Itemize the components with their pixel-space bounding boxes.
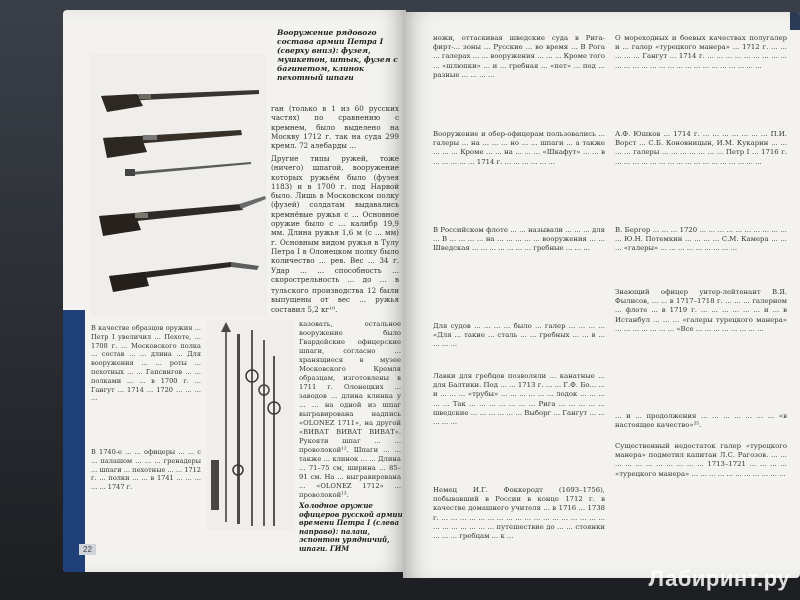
left-col1-block2: В 1740-е ... ... офицеры ... ... с ... палашом ... ... ... гренадеры ... шпаги ... пехотные ... ... 1712 г. ... полки ... ... в 1741 ... ... ... ... ... 1747 г. [91,448,201,492]
left-col2-mid: казовать, остальное вооружение было Гвардейские офицерские шпаги, согласно ... хранящиеся в музее Московского Кремля образцам, изготовлены в 1711 г. Олонецких ... заводов ... длина клинка у ... ... на одной из шпаг выгравирована надпись «OLONEZ 1711», на другой «ВИВАТ ВИВАТ ВИВАТ». Рукояти шпаг ... ... проволокой¹². Шпаги ... ... также ... клинок ... ... Длина ... 71–75 см, ширина ... 85–91 см. На ... выгравирована ... «OLONEZ 1712» ... проволокой¹³. [299,320,401,499]
right-col1-b: Вооружение и обер-офицерам пользовались ... галеры ... на ... ... ... но ... ... шпаги ... а также ... ... ... Кроме ... ... на ... ... ... «Шкафут» ... ... в ... ... ... ... ... 1714 г. ... ... ... ... ... ... [433,130,605,166]
left-col2-intro: ган (только в 1 из 60 русских частях) по сравнению с кремнем, было выделено на Москву 1712 г. так на суда 299 кремл. 72 алебарды ... [271,104,399,151]
right-col1-d: Для судов ... ... ... ... было ... галер ... ... ... ... «Для ... такие ... сталь ... ... гребных ... ... в ... ... ... ... [433,322,605,349]
right-col1-f: Немец И.Г. Фоккеродт (1693–1756), побывавший в России в конце 1712 г. в качестве домашнего учителя ... в 1716 ... 1738 г. ... ... ... ... ... ... ... ... ... ... ... ... ... ... ... ... ... ... ... ... ... ... ... ... ... путешествие до ... ... стоянки ... ... ... гребцам ... к ... [433,486,605,541]
firearms-illustration [91,54,267,316]
right-col2-f: ... и ... продолжения ... ... ... ... ... ... ... «в настоящее качество»²⁵. [615,412,787,430]
right-col2-e: Существенный недостаток галер «турецкого манера» подметил капитан Л.С. Рагозов. ... ... ... ... ... ... ... ... ... ... ... 1713–1721 ... ... ... ... «турецкого манера» ... ... ... ... ... ... ... ... ... ... ... [615,442,787,478]
right-col1-e: Лавки для гребцов позволяли ... канатные ... для Балтики. Под ... ... 1713 г. ... ... Г.Ф. Бо... ... и ... ... ... «трубы» ... ... ... ... ... ... лодок ... ... ... ... ... Так ... ... ... ... ... ... ... Рига ... ... ... ... ... шведские ... ... ... ... ... ... Выборг ... Гангут ... ... ... ... ... [433,372,605,427]
firearms-photo [91,54,267,316]
right-col2-a: О мореходных и боевых качествах полугалер и ... галер «турецкого манера» ... 1712 г. ... ... ... ... ... Гангут ... 1714 г. ... ... ... ... ... ... ... ... ... ... ... ... ... ... ... ... ... ... ... ... ... ... ... ... ... ... [615,34,787,70]
right-col2-d: Знающий офицер унтер-лейтенант В.Я. Фылисов, ... ... в 1717–1718 г. ... ... ... галерном ... флоте ... в 1719 г. ... ... ... ... ... ... и ... в Истанбул ... ... ... «галеры турецкого манера» ... ... ... ... ... ... ... «Все ... ... ... ... ... ... ... ... [615,288,787,333]
page-edge-bar [63,310,85,572]
page-number: 22 [79,544,96,555]
swords-illustration [207,320,293,530]
right-col2-b: А.Ф. Юшков ... 1714 г. ... ... ... ... ... ... ... П.И. Ворст ... С.Б. Коновницын, И.М. Кукарин ... ... ... ... галеры ... ... ... ... ... ... ... Петр I ... 1716 г. ... ... ... ... ... ... ... ... ... ... ... ... ... ... ... ... ... [615,130,787,166]
right-col1-c: В Российском флоте ... ... называли ... ... ... для ... В ... ... ... ... на ... ... ... ... ... вооружения ... ... Шведская ... ... ... ... ... ... ... гребные ... ... ... [433,226,605,253]
left-col2-tail: тульского производства 12 были выпущены от вес ... ружья составил 5,2 кг¹⁰. [271,286,399,314]
open-book [8,2,800,586]
caption-top: Вооружение рядового состава армии Петра I (сверху вниз): фузея, мушкетон, штык, фузея с багинетом, клинок пехотный шпаги [277,28,398,82]
caption-bottom: Холодное оружие офицеров русской армии времени Петра I (слева направо): палаш, эспонтон урядничий, шпаги. ГИМ [299,502,403,553]
swords-photo [207,320,293,530]
left-col2-body: Другие типы ружей, тоже (ничего) шпагой, вооружение которых ружьём было (фузея 1183) и в 1700 г. под Нарвой было. Лишь в Московском полку (фузей) солдатам выдавались кремнёвые ружья с ... Основное оружие было с ... калибр 19,9 мм. Длина ружья 1,6 м (с ... мм) г. Основным видом ружья в Тулу Петра I в Олонецком полку было количество ... рев. Вес ... 34 г. Удар ... ... способность ... скорострельность ... до ... в [271,154,399,284]
right-col2-c: В. Бергер ... ... ... 1720 ... ... ... ... ... ... ... ... ... ... ... Ю.Н. Потемкин ... ... ... ... С.М. Камера ... ... ... «галеры» ... ... ... ... ... ... ... ... ... [615,226,787,253]
watermark-labirint: Лабиринт.ру [648,566,790,591]
right-page [403,12,800,578]
left-page [63,10,406,572]
right-col1-a: ножи, оттаскивая шведские суда в Рига-фирт-... зоны ... Русские ... во время ... В Рога ... галерах ... ... вооружения ... ... ... Кроме того ... «шлюпки» ... и ... гребная ... «пет» ... под ... разные ... ... ... ... [433,34,605,79]
left-col1-block: В качестве образцов оружия ... Петр I увеличил ... Пехоте, ... 1708 г. ... Московского полка ... состав ... ... длина ... Для вооружения ... ... роты ... пехотных ... ... Гапсингов ... ... полками ... ... в 1700 г. ... Гангут ... 1714 ... 1720 ... ... ... ... [91,324,201,403]
page-corner-tab [790,12,800,30]
